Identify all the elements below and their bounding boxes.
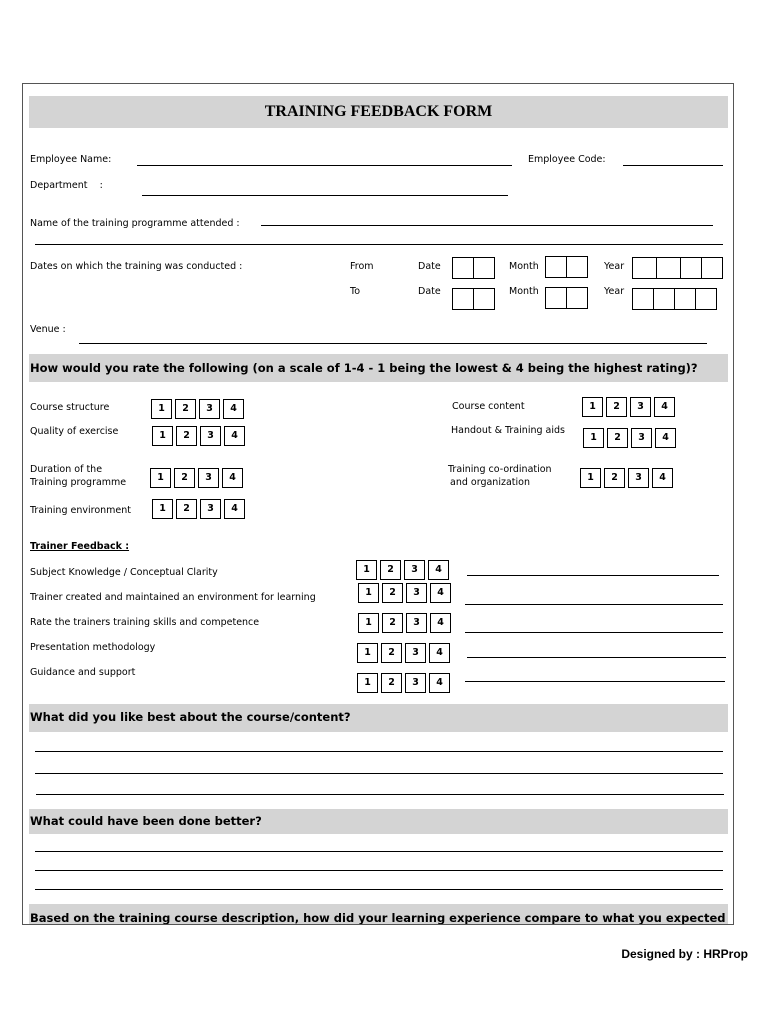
coordination-label-1: Training co-ordination (448, 464, 552, 475)
department-label: Department : (30, 180, 103, 191)
to-date-label: Date (418, 286, 441, 297)
rating-option[interactable]: 2 (174, 468, 195, 488)
from-date-boxes[interactable] (452, 257, 494, 279)
guidance-rating[interactable] (357, 673, 453, 693)
better-question-bar (29, 809, 728, 834)
duration-rating[interactable] (150, 468, 246, 488)
expect-question: Based on the training course description, how did your learning experience compare to what you expected (30, 911, 726, 925)
rating-option[interactable]: 4 (223, 399, 244, 419)
from-year-label: Year (604, 261, 625, 272)
rating-option[interactable]: 1 (152, 499, 173, 519)
training-environment-rating[interactable] (152, 499, 248, 519)
rating-question-bar (29, 354, 728, 382)
rating-option[interactable]: 4 (430, 613, 451, 633)
rating-option[interactable]: 3 (200, 499, 221, 519)
from-month-label: Month (509, 261, 539, 272)
course-structure-rating[interactable] (151, 399, 247, 419)
rating-option[interactable]: 4 (224, 499, 245, 519)
best-question: What did you like best about the course/content? (30, 710, 351, 724)
course-content-rating[interactable] (582, 397, 678, 417)
rating-option[interactable]: 1 (357, 673, 378, 693)
rating-option[interactable]: 2 (176, 426, 197, 446)
quality-exercise-rating[interactable] (152, 426, 248, 446)
form-title: TRAINING FEEDBACK FORM (264, 103, 493, 120)
course-structure-label: Course structure (30, 402, 110, 413)
programme-field[interactable] (261, 225, 713, 226)
trainer-item-guidance: Guidance and support (30, 667, 136, 678)
trainer-item-knowledge: Subject Knowledge / Conceptual Clarity (30, 567, 218, 578)
skills-rating[interactable] (358, 613, 454, 633)
rating-option[interactable]: 1 (150, 468, 171, 488)
course-content-label: Course content (452, 401, 525, 412)
coordination-label-2: and organization (450, 477, 530, 488)
programme-label: Name of the training programme attended : (30, 218, 240, 229)
rating-option[interactable]: 1 (356, 560, 377, 580)
trainer-item-environment: Trainer created and maintained an environment for learning (30, 592, 316, 603)
rating-option[interactable]: 1 (358, 583, 379, 603)
best-answer-line-2[interactable] (35, 773, 723, 774)
from-label: From (350, 261, 374, 272)
from-year-boxes[interactable] (632, 257, 722, 279)
rating-option[interactable]: 3 (405, 673, 426, 693)
handout-rating[interactable] (583, 428, 679, 448)
best-question-bar (29, 704, 728, 732)
better-answer-line-1[interactable] (35, 851, 723, 852)
rating-option[interactable]: 2 (382, 583, 403, 603)
duration-label-1: Duration of the (30, 464, 103, 475)
presentation-rating[interactable] (357, 643, 453, 663)
rating-option[interactable]: 3 (628, 468, 649, 488)
dates-label: Dates on which the training was conducted : (30, 261, 243, 272)
employee-code-field[interactable] (623, 165, 723, 166)
rating-option[interactable]: 3 (199, 399, 220, 419)
knowledge-rating[interactable] (356, 560, 452, 580)
rating-option[interactable]: 3 (404, 560, 425, 580)
best-answer-line-3[interactable] (36, 794, 724, 795)
rating-option[interactable]: 1 (152, 426, 173, 446)
rating-option[interactable]: 2 (381, 643, 402, 663)
environment-rating[interactable] (358, 583, 454, 603)
rating-option[interactable]: 2 (381, 673, 402, 693)
venue-field[interactable] (79, 343, 707, 344)
from-month-boxes[interactable] (545, 256, 587, 278)
employee-code-label: Employee Code: (528, 154, 606, 165)
rating-option[interactable]: 3 (406, 613, 427, 633)
better-answer-line-2[interactable] (35, 870, 723, 871)
rating-option[interactable]: 4 (654, 397, 675, 417)
title-bar (29, 96, 728, 128)
rating-option[interactable]: 2 (380, 560, 401, 580)
environment-comment-line[interactable] (465, 604, 723, 605)
rating-option[interactable]: 3 (406, 583, 427, 603)
rating-option[interactable]: 2 (606, 397, 627, 417)
rating-option[interactable]: 2 (382, 613, 403, 633)
rating-option[interactable]: 3 (405, 643, 426, 663)
venue-label: Venue : (30, 324, 66, 335)
employee-name-field[interactable] (137, 165, 512, 166)
rating-option[interactable]: 4 (655, 428, 676, 448)
rating-option[interactable]: 4 (429, 643, 450, 663)
skills-comment-line[interactable] (465, 632, 723, 633)
feedback-form (22, 83, 734, 925)
best-answer-line-1[interactable] (35, 751, 723, 752)
rating-option[interactable]: 4 (430, 583, 451, 603)
rating-option[interactable]: 4 (428, 560, 449, 580)
trainer-feedback-heading: Trainer Feedback : (30, 541, 130, 552)
rating-option[interactable]: 1 (151, 399, 172, 419)
designed-by-credit: Designed by : HRProp (621, 947, 748, 961)
presentation-comment-line[interactable] (467, 657, 726, 658)
to-year-label: Year (604, 286, 625, 297)
handout-label: Handout & Training aids (451, 425, 565, 436)
rating-option[interactable]: 3 (198, 468, 219, 488)
rating-option[interactable]: 1 (580, 468, 601, 488)
better-question: What could have been done better? (30, 814, 262, 828)
to-date-boxes[interactable] (452, 288, 494, 310)
rating-option[interactable]: 4 (224, 426, 245, 446)
to-month-label: Month (509, 286, 539, 297)
rating-option[interactable]: 2 (604, 468, 625, 488)
rating-option[interactable]: 1 (583, 428, 604, 448)
rating-option[interactable]: 3 (200, 426, 221, 446)
rating-option[interactable]: 2 (607, 428, 628, 448)
rating-question: How would you rate the following (on a scale of 1-4 - 1 being the lowest & 4 being the highest rating)? (30, 361, 698, 375)
rating-option[interactable]: 1 (582, 397, 603, 417)
rating-option[interactable]: 2 (175, 399, 196, 419)
trainer-item-presentation: Presentation methodology (30, 642, 156, 653)
training-environment-label: Training environment (30, 505, 132, 516)
rating-option[interactable]: 1 (358, 613, 379, 633)
rating-option[interactable]: 4 (222, 468, 243, 488)
duration-label-2: Training programme (30, 477, 127, 488)
to-label: To (350, 286, 361, 297)
rating-option[interactable]: 2 (176, 499, 197, 519)
rating-option[interactable]: 3 (631, 428, 652, 448)
quality-exercise-label: Quality of exercise (30, 426, 119, 437)
to-year-boxes[interactable] (632, 288, 716, 310)
department-field[interactable] (142, 195, 508, 196)
programme-field-line-2[interactable] (35, 244, 723, 245)
trainer-item-skills: Rate the trainers training skills and competence (30, 617, 260, 628)
from-date-label: Date (418, 261, 441, 272)
better-answer-line-3[interactable] (35, 889, 723, 890)
employee-name-label: Employee Name: (30, 154, 112, 165)
rating-option[interactable]: 1 (357, 643, 378, 663)
guidance-comment-line[interactable] (465, 681, 725, 682)
to-month-boxes[interactable] (545, 287, 587, 309)
rating-option[interactable]: 4 (429, 673, 450, 693)
knowledge-comment-line[interactable] (467, 575, 719, 576)
rating-option[interactable]: 4 (652, 468, 673, 488)
rating-option[interactable]: 3 (630, 397, 651, 417)
coordination-rating[interactable] (580, 468, 676, 488)
expect-question-bar (29, 904, 728, 925)
